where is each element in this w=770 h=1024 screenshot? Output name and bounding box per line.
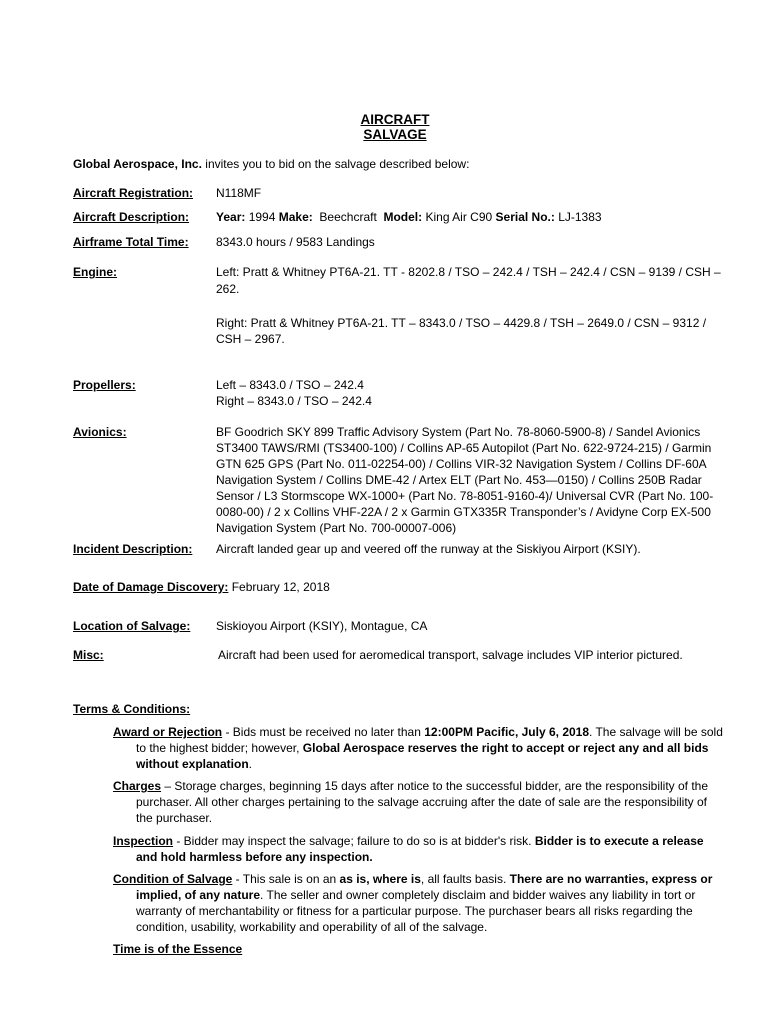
company-name: Global Aerospace, Inc. xyxy=(73,157,202,171)
incident-label: Incident Description: xyxy=(73,542,193,556)
condition-text-1: - This sale is on an xyxy=(232,872,340,886)
title-line-2: SALVAGE xyxy=(363,127,427,142)
term-award xyxy=(113,724,727,772)
location-value: Siskioyou Airport (KSIY), Montague, CA xyxy=(216,619,428,633)
title-line-1: AIRCRAFT xyxy=(360,112,430,127)
time-label: Time is of the Essence xyxy=(113,942,243,956)
serial-value: LJ-1383 xyxy=(554,210,602,224)
engine-right-value: Right: Pratt & Whitney PT6A-21. TT – 8343.0 / TSO – 4429.8 / TSH – 2649.0 / CSN – 9312 / CSH – 2967. xyxy=(216,316,707,346)
misc-label: Misc: xyxy=(73,648,104,662)
award-text-1: - Bids must be received no later than xyxy=(222,725,425,739)
inspection-text: - Bidder may inspect the salvage; failure to do so is at bidder's risk. xyxy=(173,834,535,848)
model-value: King Air C90 xyxy=(422,210,496,224)
damage-date-value: February 12, 2018 xyxy=(228,580,330,594)
charges-text: – Storage charges, beginning 15 days after notice to the successful bidder, are the responsibility of the purchaser. All other charges pertaining to the salvage accruing after the date of sale are the responsibility of the purchaser. xyxy=(136,779,709,825)
description-label: Aircraft Description: xyxy=(73,210,190,224)
engine-label: Engine: xyxy=(73,265,117,279)
registration-label: Aircraft Registration: xyxy=(73,186,194,200)
damage-date-line xyxy=(73,579,330,595)
description-value xyxy=(216,209,724,225)
registration-value: N118MF xyxy=(216,186,262,200)
incident-value: Aircraft landed gear up and veered off the runway at the Siskiyou Airport (KSIY). xyxy=(216,542,641,556)
term-inspection xyxy=(113,833,727,865)
location-label: Location of Salvage: xyxy=(73,619,191,633)
award-reserve: Global Aerospace reserves the right to accept or reject any and all bids without explanation xyxy=(136,741,709,771)
intro-text xyxy=(73,156,469,172)
misc-value: Aircraft had been used for aeromedical transport, salvage includes VIP interior pictured. xyxy=(218,648,683,662)
term-charges xyxy=(113,778,727,826)
condition-bold-2: There are no warranties, express or implied, of any nature xyxy=(136,872,713,902)
avionics-value: BF Goodrich SKY 899 Traffic Advisory System (Part No. 78-8060-5900-8) / Sandel Avionics ST3400 TAWS/RMI (TS3400-100) / Collins AP-65 Autopilot (Part No. 622-9724-215) / Garmin GTN 625 GPS (Part No. 011-02254-00) / Collins VIR-32 Navigation System / Collins DF-60A Navigation System / Collins DME-42 / Artex ELT (Part No. 453—0150) / Collins 250B Radar Sensor / L3 Stormscope WX-1000+ (Part No. 78-8051-9160-4)/ Universal CVR (Part No. 100-0080-00) / 2 x Collins VHF-22A / 2 x Garmin GTX335R Transponder’s / Avidyne Corp EX-500 Navigation System (Part No. 700-00007-006) xyxy=(216,425,714,535)
award-text-2: . The salvage will be sold to the highest bidder; however, xyxy=(136,725,723,755)
inspection-bold: Bidder is to execute a release and hold harmless before any inspection. xyxy=(136,834,704,864)
propellers-right-value: Right – 8343.0 / TSO – 242.4 xyxy=(216,394,372,408)
airframe-value: 8343.0 hours / 9583 Landings xyxy=(216,235,375,249)
term-condition xyxy=(113,871,727,935)
award-deadline: 12:00PM Pacific, July 6, 2018 xyxy=(424,725,590,739)
term-time xyxy=(113,941,727,957)
engine-left-value: Left: Pratt & Whitney PT6A-21. TT - 8202.8 / TSO – 242.4 / TSH – 242.4 / CSN – 9139 / CSH – 262. xyxy=(216,265,721,296)
condition-text-2: , all faults basis. xyxy=(420,872,510,886)
award-label: Award or Rejection xyxy=(113,725,223,739)
condition-label: Condition of Salvage xyxy=(113,872,233,886)
year-label: Year: xyxy=(216,210,246,224)
damage-date-label: Date of Damage Discovery: xyxy=(73,580,229,594)
terms-heading: Terms & Conditions: xyxy=(73,702,191,716)
intro-sentence: invites you to bid on the salvage described below: xyxy=(201,157,470,171)
condition-text-3: . The seller and owner completely disclaim and bidder waives any liability in tort or warranty of merchantability or fitness for a particular purpose. The purchaser bears all risks regarding the condition, usability, workability and operability of all of the salvage. xyxy=(136,888,696,934)
make-label: Make: xyxy=(278,210,313,224)
airframe-label: Airframe Total Time: xyxy=(73,235,189,249)
propellers-left-value: Left – 8343.0 / TSO – 242.4 xyxy=(216,378,364,392)
serial-label: Serial No.: xyxy=(495,210,555,224)
make-value: Beechcraft xyxy=(312,210,381,224)
propellers-label: Propellers: xyxy=(73,378,136,392)
award-text-3: . xyxy=(248,757,253,771)
inspection-label: Inspection xyxy=(113,834,174,848)
year-value: 1994 xyxy=(245,210,279,224)
condition-bold-1: as is, where is xyxy=(339,872,421,886)
charges-label: Charges xyxy=(113,779,162,793)
model-label: Model: xyxy=(383,210,423,224)
avionics-label: Avionics: xyxy=(73,425,127,439)
